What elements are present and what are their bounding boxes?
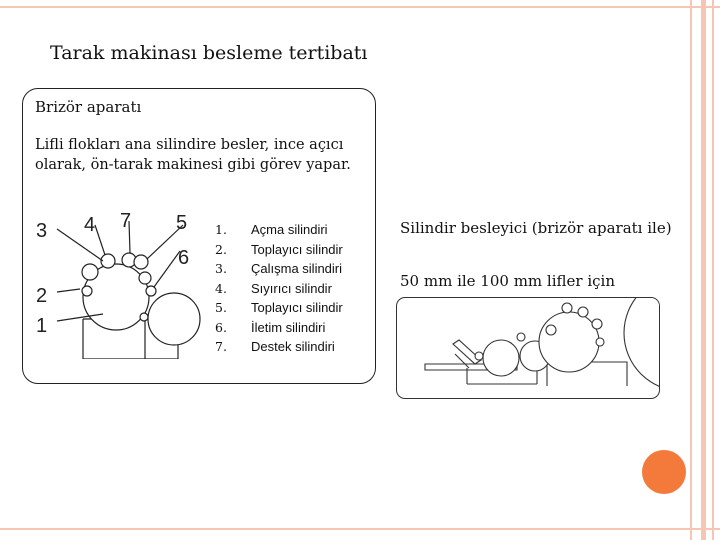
list-item: 4. Sıyırıcı silindir [215,280,332,296]
decorative-border-line [701,0,706,540]
diagram-label-6: 6 [178,247,190,269]
diagram-label-7: 7 [120,210,132,232]
list-item: 6. İletim silindiri [215,319,326,335]
slide-title: Tarak makinası besleme tertibatı [50,42,368,64]
list-item: 2. Toplayıcı silindir [215,241,343,257]
list-item: 3. Çalışma silindiri [215,261,343,277]
parts-list [215,220,343,357]
diagram-label-4: 4 [84,214,96,236]
right-heading: Silindir besleyici (brizör aparatı ile) [400,219,672,237]
decorative-border-line [712,0,714,540]
decorative-border-line [0,6,720,8]
right-subtext: 50 mm ile 100 mm lifler için [400,272,615,290]
roller-feeder-diagram [396,297,660,399]
roller-feeder-drawing [397,298,659,398]
brizor-diagram [33,209,213,359]
list-item: 1. Açma silindiri [215,222,328,238]
diagram-label-5: 5 [176,212,188,234]
brizor-card [22,88,376,384]
decorative-dot [642,450,686,494]
card-heading: Brizör aparatı [35,98,142,116]
list-item: 5. Toplayıcı silindir [215,300,343,316]
card-description: Lifli flokları ana silindire besler, ince açıcı olarak, ön-tarak makinesi gibi görev yapar. [35,137,351,173]
diagram-label-1: 1 [36,315,48,337]
diagram-label-2: 2 [36,285,48,307]
diagram-label-3: 3 [36,220,48,242]
decorative-border-line [690,0,692,540]
decorative-border-line [0,528,720,530]
list-item: 7. Destek silindiri [215,339,335,355]
